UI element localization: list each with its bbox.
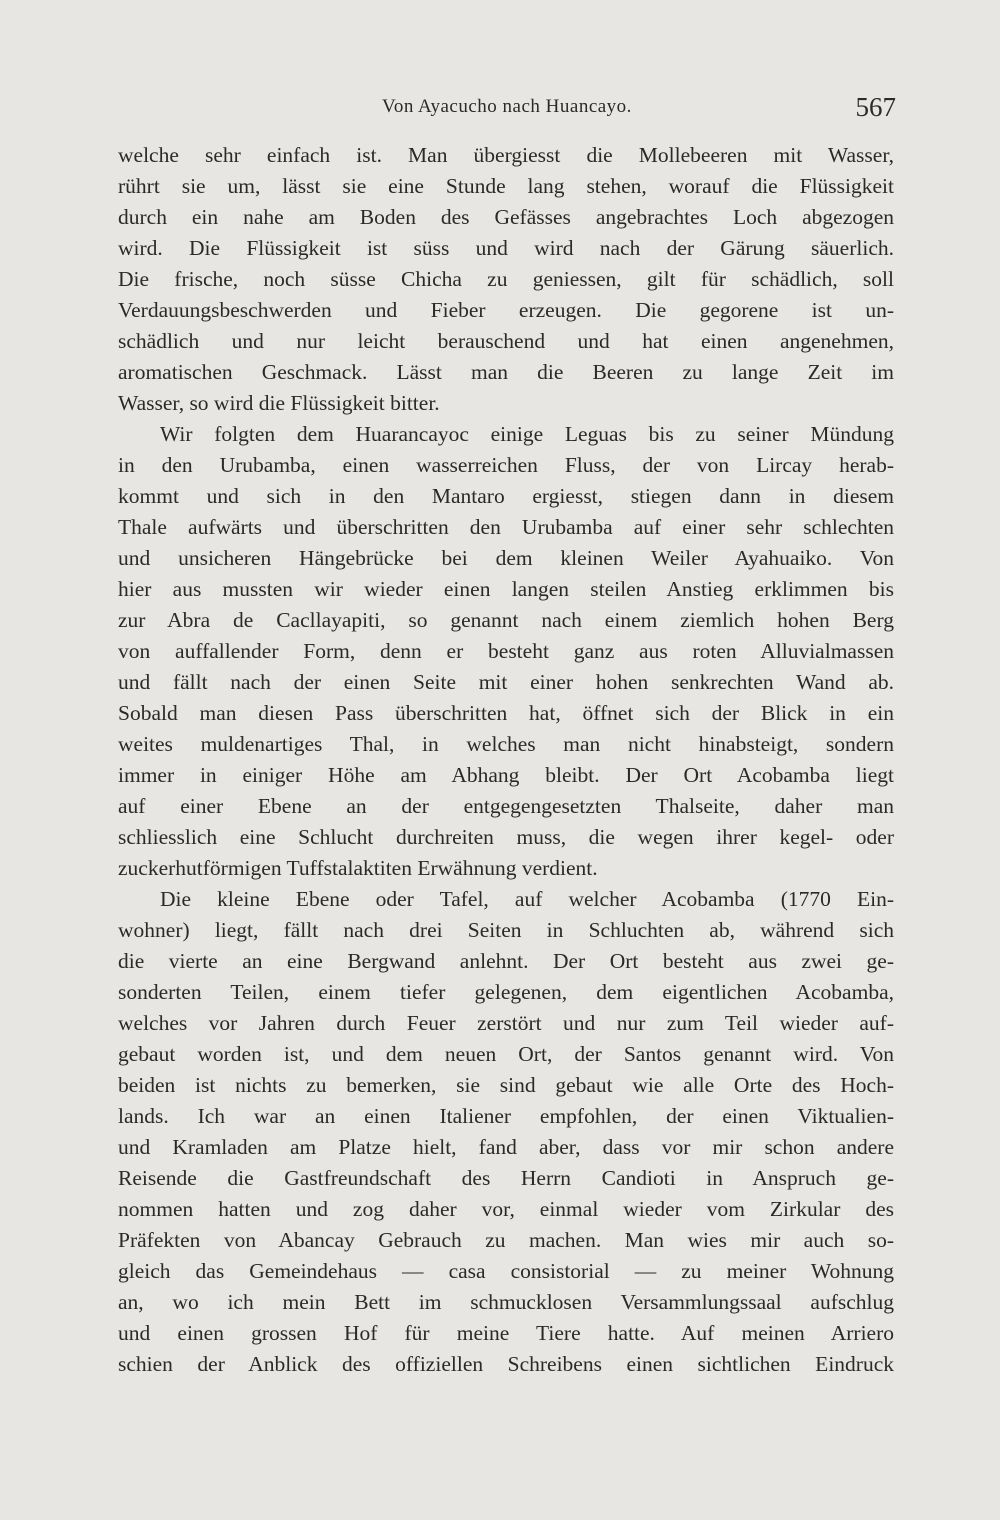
text-line: Verdauungsbeschwerden und Fieber erzeugen. Die gegorene ist un- bbox=[118, 298, 894, 322]
text-line: welches vor Jahren durch Feuer zerstört und nur zum Teil wieder auf- bbox=[118, 1011, 894, 1035]
text-line: und einen grossen Hof für meine Tiere hatte. Auf meinen Arriero bbox=[118, 1321, 894, 1345]
body-text bbox=[118, 140, 894, 1380]
text-line: aromatischen Geschmack. Lässt man die Beeren zu lange Zeit im bbox=[118, 360, 894, 384]
text-line: schädlich und nur leicht berauschend und hat einen angenehmen, bbox=[118, 329, 894, 353]
text-line: sonderten Teilen, einem tiefer gelegenen, dem eigentlichen Acobamba, bbox=[118, 980, 894, 1004]
text-line: schien der Anblick des offiziellen Schreibens einen sichtlichen Eindruck bbox=[118, 1352, 894, 1376]
text-line: Präfekten von Abancay Gebrauch zu machen. Man wies mir auch so- bbox=[118, 1228, 894, 1252]
text-line: durch ein nahe am Boden des Gefässes angebrachtes Loch abgezogen bbox=[118, 205, 894, 229]
text-line: auf einer Ebene an der entgegengesetzten Thalseite, daher man bbox=[118, 794, 894, 818]
page-header bbox=[118, 92, 896, 132]
text-line: gleich das Gemeindehaus — casa consistorial — zu meiner Wohnung bbox=[118, 1259, 894, 1283]
text-line: beiden ist nichts zu bemerken, sie sind gebaut wie alle Orte des Hoch- bbox=[118, 1073, 894, 1097]
text-line: nommen hatten und zog daher vor, einmal wieder vom Zirkular des bbox=[118, 1197, 894, 1221]
text-line: immer in einiger Höhe am Abhang bleibt. Der Ort Acobamba liegt bbox=[118, 763, 894, 787]
text-line: lands. Ich war an einen Italiener empfohlen, der einen Viktualien- bbox=[118, 1104, 894, 1128]
text-line: die vierte an eine Bergwand anlehnt. Der Ort besteht aus zwei ge- bbox=[118, 949, 894, 973]
text-line: kommt und sich in den Mantaro ergiesst, stiegen dann in diesem bbox=[118, 484, 894, 508]
text-line: hier aus mussten wir wieder einen langen steilen Anstieg erklimmen bis bbox=[118, 577, 894, 601]
text-line: an, wo ich mein Bett im schmucklosen Versammlungssaal aufschlug bbox=[118, 1290, 894, 1314]
text-line: und fällt nach der einen Seite mit einer hohen senkrechten Wand ab. bbox=[118, 670, 894, 694]
text-line: Wasser, so wird die Flüssigkeit bitter. bbox=[118, 391, 440, 415]
text-line: schliesslich eine Schlucht durchreiten muss, die wegen ihrer kegel- oder bbox=[118, 825, 894, 849]
text-line: zuckerhutförmigen Tuffstalaktiten Erwähnung verdient. bbox=[118, 856, 598, 880]
text-line: Thale aufwärts und überschritten den Urubamba auf einer sehr schlechten bbox=[118, 515, 894, 539]
text-line: von auffallender Form, denn er besteht ganz aus roten Alluvialmassen bbox=[118, 639, 894, 663]
text-line: Sobald man diesen Pass überschritten hat, öffnet sich der Blick in ein bbox=[118, 701, 894, 725]
text-line: und unsicheren Hängebrücke bei dem kleinen Weiler Ayahuaiko. Von bbox=[118, 546, 894, 570]
text-line: und Kramladen am Platze hielt, fand aber, dass vor mir schon andere bbox=[118, 1135, 894, 1159]
text-line: in den Urubamba, einen wasserreichen Fluss, der von Lircay herab- bbox=[118, 453, 894, 477]
paragraph-start-line: Wir folgten dem Huarancayoc einige Leguas bis zu seiner Mündung bbox=[160, 422, 894, 446]
text-line: wird. Die Flüssigkeit ist süss und wird nach der Gärung säuerlich. bbox=[118, 236, 894, 260]
text-line: rührt sie um, lässt sie eine Stunde lang stehen, worauf die Flüssigkeit bbox=[118, 174, 894, 198]
paragraph-start-line: Die kleine Ebene oder Tafel, auf welcher Acobamba (1770 Ein- bbox=[160, 887, 894, 911]
text-line: zur Abra de Cacllayapiti, so genannt nach einem ziemlich hohen Berg bbox=[118, 608, 894, 632]
text-line: Reisende die Gastfreundschaft des Herrn Candioti in Anspruch ge- bbox=[118, 1166, 894, 1190]
text-line: weites muldenartiges Thal, in welches man nicht hinabsteigt, sondern bbox=[118, 732, 894, 756]
running-title: Von Ayacucho nach Huancayo. bbox=[382, 96, 632, 117]
text-line: gebaut worden ist, und dem neuen Ort, der Santos genannt wird. Von bbox=[118, 1042, 894, 1066]
text-line: Die frische, noch süsse Chicha zu geniessen, gilt für schädlich, soll bbox=[118, 267, 894, 291]
page-number: 567 bbox=[855, 92, 896, 122]
text-line: wohner) liegt, fällt nach drei Seiten in Schluchten ab, während sich bbox=[118, 918, 894, 942]
text-line: welche sehr einfach ist. Man übergiesst die Mollebeeren mit Wasser, bbox=[118, 143, 894, 167]
